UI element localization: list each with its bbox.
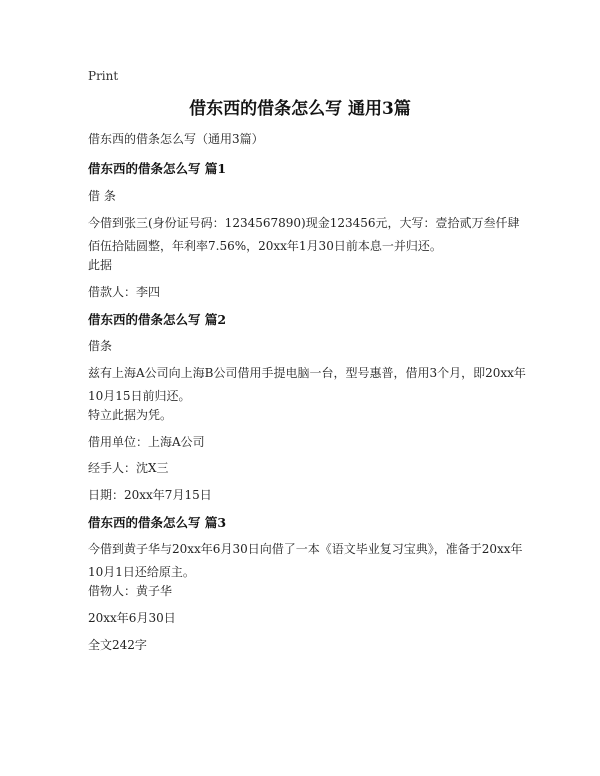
section-3-line: 借物人：黄子华 bbox=[88, 584, 173, 598]
section-1-line: 今借到张三(身份证号码：1234567890)现金123456元，大写：壹拾贰万叁仟肆佰伍拾陆圆整，年利率7.56%，20xx年1月30日前本息一并归还。 bbox=[88, 216, 520, 253]
print-link[interactable]: Print bbox=[88, 69, 119, 83]
section-1-line: 此据 bbox=[88, 258, 113, 272]
section-2-line: 日期：20xx年7月15日 bbox=[88, 488, 212, 502]
intro-text: 借东西的借条怎么写（通用3篇） bbox=[88, 132, 264, 146]
section-2-line: 兹有上海A公司向上海B公司借用手提电脑一台，型号惠普，借用3个月，即20xx年10月15日前归还。 bbox=[88, 366, 526, 403]
section-3-line: 今借到黄子华与20xx年6月30日向借了一本《语文毕业复习宝典》，准备于20xx年10月1日还给原主。 bbox=[88, 542, 523, 579]
section-2-line: 借条 bbox=[88, 339, 113, 353]
section-2-line: 特立此据为凭。 bbox=[88, 408, 173, 422]
section-2-line: 经手人：沈X三 bbox=[88, 461, 169, 475]
section-3-heading: 借东西的借条怎么写 篇3 bbox=[88, 515, 227, 530]
section-3-line: 20xx年6月30日 bbox=[88, 611, 176, 625]
section-1-heading: 借东西的借条怎么写 篇1 bbox=[88, 161, 227, 176]
section-1-line: 借 条 bbox=[88, 189, 116, 203]
section-1-line: 借款人：李四 bbox=[88, 285, 161, 299]
section-2-line: 借用单位：上海A公司 bbox=[88, 435, 205, 449]
section-2-heading: 借东西的借条怎么写 篇2 bbox=[88, 312, 227, 327]
word-count: 全文242字 bbox=[88, 638, 147, 652]
page-title: 借东西的借条怎么写 通用3篇 bbox=[189, 99, 411, 119]
